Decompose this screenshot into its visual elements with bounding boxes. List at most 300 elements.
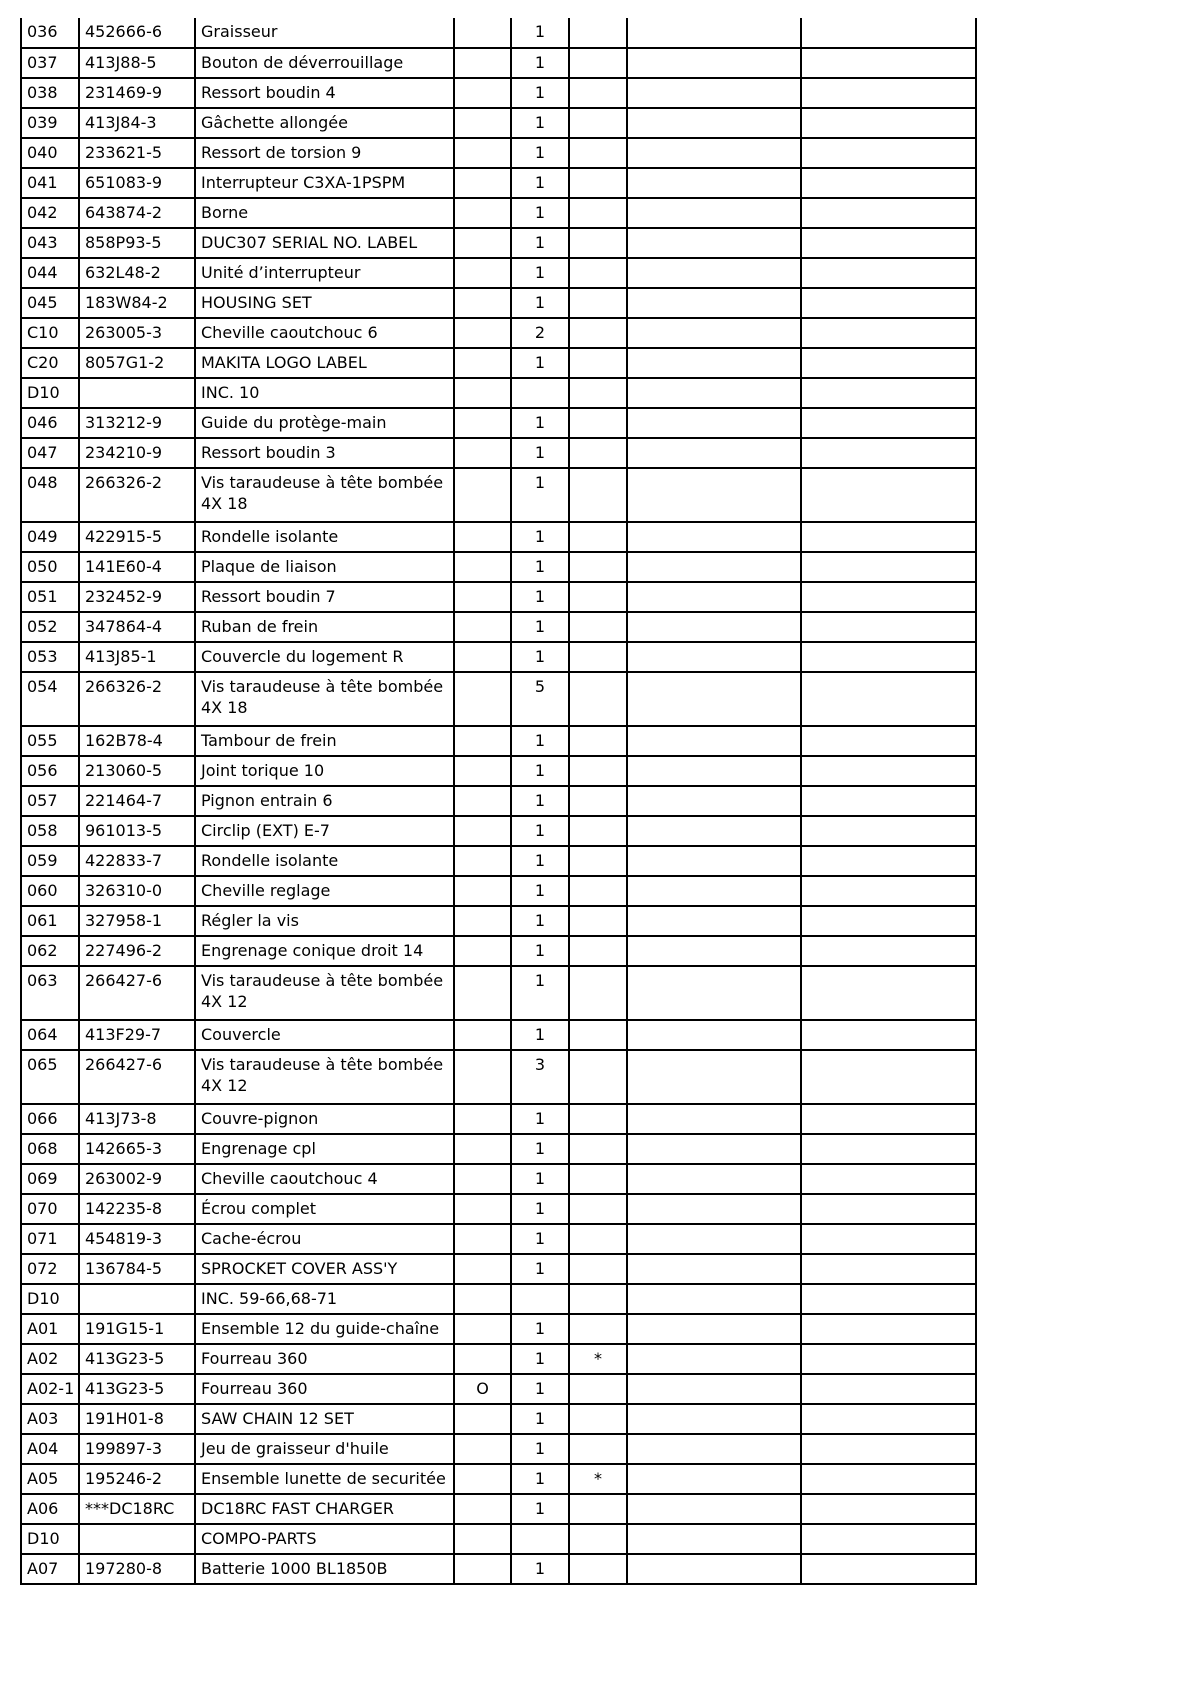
part-number-cell: 413J85-1 <box>79 642 195 672</box>
description-cell: Rondelle isolante <box>195 522 454 552</box>
empty-cell <box>801 1344 976 1374</box>
empty-cell <box>801 1020 976 1050</box>
part-number-cell: 233621-5 <box>79 138 195 168</box>
description-cell: Cheville caoutchouc 6 <box>195 318 454 348</box>
description-cell: Vis taraudeuse à tête bombée 4X 12 <box>195 1050 454 1104</box>
part-number-cell: 142665-3 <box>79 1134 195 1164</box>
empty-cell <box>627 876 801 906</box>
part-number-cell: 142235-8 <box>79 1194 195 1224</box>
mark-cell <box>569 1314 627 1344</box>
item-number-cell: 037 <box>21 48 79 78</box>
quantity-cell: 1 <box>511 966 569 1020</box>
part-number-cell: 347864-4 <box>79 612 195 642</box>
item-number-cell: 068 <box>21 1134 79 1164</box>
mark-cell <box>569 228 627 258</box>
note-cell <box>454 906 511 936</box>
empty-cell <box>801 138 976 168</box>
mark-cell <box>569 1020 627 1050</box>
note-cell <box>454 18 511 48</box>
part-number-cell: 227496-2 <box>79 936 195 966</box>
part-number-cell: 413J84-3 <box>79 108 195 138</box>
empty-cell <box>627 168 801 198</box>
description-cell: Interrupteur C3XA-1PSPM <box>195 168 454 198</box>
note-cell <box>454 522 511 552</box>
quantity-cell: 2 <box>511 318 569 348</box>
empty-cell <box>801 1194 976 1224</box>
empty-cell <box>627 1314 801 1344</box>
item-number-cell: A02 <box>21 1344 79 1374</box>
note-cell <box>454 552 511 582</box>
description-cell: Cheville caoutchouc 4 <box>195 1164 454 1194</box>
parts-list-body <box>21 18 976 1584</box>
description-cell: Plaque de liaison <box>195 552 454 582</box>
empty-cell <box>627 582 801 612</box>
table-row <box>21 168 976 198</box>
item-number-cell: 071 <box>21 1224 79 1254</box>
empty-cell <box>627 1524 801 1554</box>
note-cell <box>454 786 511 816</box>
description-cell: INC. 59-66,68-71 <box>195 1284 454 1314</box>
table-row <box>21 1554 976 1584</box>
mark-cell <box>569 582 627 612</box>
description-cell: Fourreau 360 <box>195 1344 454 1374</box>
description-cell: Écrou complet <box>195 1194 454 1224</box>
table-row <box>21 906 976 936</box>
note-cell <box>454 816 511 846</box>
item-number-cell: 062 <box>21 936 79 966</box>
description-cell: Cheville reglage <box>195 876 454 906</box>
empty-cell <box>627 198 801 228</box>
table-row <box>21 1374 976 1404</box>
note-cell <box>454 318 511 348</box>
empty-cell <box>627 138 801 168</box>
part-number-cell: 413G23-5 <box>79 1374 195 1404</box>
part-number-cell: 232452-9 <box>79 582 195 612</box>
mark-cell <box>569 198 627 228</box>
empty-cell <box>627 378 801 408</box>
empty-cell <box>801 1434 976 1464</box>
note-cell <box>454 1194 511 1224</box>
mark-cell <box>569 936 627 966</box>
description-cell: Cache-écrou <box>195 1224 454 1254</box>
part-number-cell: 413G23-5 <box>79 1344 195 1374</box>
quantity-cell: 1 <box>511 1464 569 1494</box>
empty-cell <box>801 786 976 816</box>
empty-cell <box>801 1104 976 1134</box>
note-cell <box>454 168 511 198</box>
table-row <box>21 1314 976 1344</box>
note-cell <box>454 108 511 138</box>
quantity-cell: 1 <box>511 552 569 582</box>
mark-cell <box>569 756 627 786</box>
empty-cell <box>627 288 801 318</box>
table-row <box>21 198 976 228</box>
empty-cell <box>627 1104 801 1134</box>
empty-cell <box>801 1494 976 1524</box>
table-row <box>21 378 976 408</box>
quantity-cell: 1 <box>511 1344 569 1374</box>
quantity-cell <box>511 1284 569 1314</box>
mark-cell <box>569 522 627 552</box>
quantity-cell: 1 <box>511 1434 569 1464</box>
mark-cell <box>569 468 627 522</box>
description-cell: DC18RC FAST CHARGER <box>195 1494 454 1524</box>
note-cell <box>454 756 511 786</box>
mark-cell <box>569 1224 627 1254</box>
table-row <box>21 48 976 78</box>
mark-cell <box>569 18 627 48</box>
part-number-cell <box>79 1284 195 1314</box>
parts-list-table <box>20 18 977 1585</box>
quantity-cell: 1 <box>511 408 569 438</box>
note-cell <box>454 642 511 672</box>
empty-cell <box>627 1194 801 1224</box>
item-number-cell: 036 <box>21 18 79 48</box>
empty-cell <box>801 552 976 582</box>
empty-cell <box>801 726 976 756</box>
empty-cell <box>627 936 801 966</box>
empty-cell <box>801 1134 976 1164</box>
empty-cell <box>627 612 801 642</box>
mark-cell <box>569 906 627 936</box>
empty-cell <box>801 672 976 726</box>
table-row <box>21 522 976 552</box>
part-number-cell: 8057G1-2 <box>79 348 195 378</box>
part-number-cell: 632L48-2 <box>79 258 195 288</box>
empty-cell <box>801 318 976 348</box>
part-number-cell: 413F29-7 <box>79 1020 195 1050</box>
empty-cell <box>801 1314 976 1344</box>
empty-cell <box>627 816 801 846</box>
mark-cell <box>569 1104 627 1134</box>
empty-cell <box>801 1224 976 1254</box>
description-cell: Ensemble 12 du guide-chaîne <box>195 1314 454 1344</box>
description-cell: Fourreau 360 <box>195 1374 454 1404</box>
empty-cell <box>627 1164 801 1194</box>
description-cell: Graisseur <box>195 18 454 48</box>
part-number-cell: 266326-2 <box>79 672 195 726</box>
part-number-cell: 422915-5 <box>79 522 195 552</box>
part-number-cell: 213060-5 <box>79 756 195 786</box>
table-row <box>21 1194 976 1224</box>
mark-cell <box>569 408 627 438</box>
note-cell <box>454 348 511 378</box>
empty-cell <box>627 522 801 552</box>
item-number-cell: 060 <box>21 876 79 906</box>
description-cell: Couvercle <box>195 1020 454 1050</box>
empty-cell <box>801 228 976 258</box>
part-number-cell: 136784-5 <box>79 1254 195 1284</box>
note-cell <box>454 582 511 612</box>
description-cell: COMPO-PARTS <box>195 1524 454 1554</box>
item-number-cell: 063 <box>21 966 79 1020</box>
table-row <box>21 1434 976 1464</box>
table-row <box>21 1524 976 1554</box>
quantity-cell: 1 <box>511 18 569 48</box>
description-cell: Régler la vis <box>195 906 454 936</box>
empty-cell <box>627 552 801 582</box>
empty-cell <box>627 48 801 78</box>
quantity-cell: 1 <box>511 438 569 468</box>
part-number-cell <box>79 1524 195 1554</box>
description-cell: Borne <box>195 198 454 228</box>
item-number-cell: 042 <box>21 198 79 228</box>
table-row <box>21 1020 976 1050</box>
empty-cell <box>627 408 801 438</box>
item-number-cell: 038 <box>21 78 79 108</box>
item-number-cell: 061 <box>21 906 79 936</box>
empty-cell <box>801 1050 976 1104</box>
description-cell: Rondelle isolante <box>195 846 454 876</box>
empty-cell <box>801 378 976 408</box>
mark-cell <box>569 846 627 876</box>
part-number-cell: 961013-5 <box>79 816 195 846</box>
mark-cell <box>569 78 627 108</box>
item-number-cell: C10 <box>21 318 79 348</box>
empty-cell <box>801 966 976 1020</box>
quantity-cell: 1 <box>511 846 569 876</box>
empty-cell <box>627 846 801 876</box>
table-row <box>21 108 976 138</box>
item-number-cell: 058 <box>21 816 79 846</box>
note-cell <box>454 228 511 258</box>
empty-cell <box>801 48 976 78</box>
quantity-cell: 1 <box>511 1494 569 1524</box>
empty-cell <box>627 1374 801 1404</box>
mark-cell <box>569 816 627 846</box>
note-cell <box>454 612 511 642</box>
empty-cell <box>801 468 976 522</box>
note-cell <box>454 48 511 78</box>
description-cell: SPROCKET COVER ASS'Y <box>195 1254 454 1284</box>
part-number-cell: 191G15-1 <box>79 1314 195 1344</box>
table-row <box>21 876 976 906</box>
item-number-cell: 039 <box>21 108 79 138</box>
description-cell: Engrenage conique droit 14 <box>195 936 454 966</box>
quantity-cell: 1 <box>511 48 569 78</box>
quantity-cell: 1 <box>511 228 569 258</box>
description-cell: Ensemble lunette de securitée <box>195 1464 454 1494</box>
part-number-cell: 651083-9 <box>79 168 195 198</box>
mark-cell <box>569 438 627 468</box>
quantity-cell: 1 <box>511 1404 569 1434</box>
item-number-cell: 051 <box>21 582 79 612</box>
description-cell: Gâchette allongée <box>195 108 454 138</box>
mark-cell <box>569 672 627 726</box>
quantity-cell <box>511 378 569 408</box>
description-cell: Pignon entrain 6 <box>195 786 454 816</box>
mark-cell <box>569 168 627 198</box>
description-cell: Couvre-pignon <box>195 1104 454 1134</box>
table-row <box>21 1464 976 1494</box>
part-number-cell: 197280-8 <box>79 1554 195 1584</box>
quantity-cell: 1 <box>511 756 569 786</box>
note-cell <box>454 1224 511 1254</box>
quantity-cell: 1 <box>511 612 569 642</box>
quantity-cell: 1 <box>511 258 569 288</box>
item-number-cell: 070 <box>21 1194 79 1224</box>
note-cell <box>454 1050 511 1104</box>
note-cell <box>454 1164 511 1194</box>
description-cell: Ressort boudin 3 <box>195 438 454 468</box>
item-number-cell: 059 <box>21 846 79 876</box>
table-row <box>21 846 976 876</box>
mark-cell <box>569 1374 627 1404</box>
item-number-cell: 069 <box>21 1164 79 1194</box>
description-cell: DUC307 SERIAL NO. LABEL <box>195 228 454 258</box>
part-number-cell: 266326-2 <box>79 468 195 522</box>
table-row <box>21 78 976 108</box>
quantity-cell: 1 <box>511 1314 569 1344</box>
table-row <box>21 1494 976 1524</box>
quantity-cell: 1 <box>511 816 569 846</box>
empty-cell <box>627 1134 801 1164</box>
empty-cell <box>627 1464 801 1494</box>
part-number-cell: 413J88-5 <box>79 48 195 78</box>
quantity-cell: 1 <box>511 1164 569 1194</box>
table-row <box>21 1134 976 1164</box>
empty-cell <box>801 936 976 966</box>
quantity-cell: 1 <box>511 1104 569 1134</box>
empty-cell <box>627 108 801 138</box>
empty-cell <box>801 846 976 876</box>
empty-cell <box>627 726 801 756</box>
table-row <box>21 966 976 1020</box>
item-number-cell: 048 <box>21 468 79 522</box>
note-cell <box>454 408 511 438</box>
part-number-cell: 195246-2 <box>79 1464 195 1494</box>
quantity-cell: 1 <box>511 168 569 198</box>
description-cell: Bouton de déverrouillage <box>195 48 454 78</box>
description-cell: Vis taraudeuse à tête bombée 4X 12 <box>195 966 454 1020</box>
empty-cell <box>801 612 976 642</box>
item-number-cell: D10 <box>21 1284 79 1314</box>
quantity-cell: 1 <box>511 906 569 936</box>
part-number-cell: 231469-9 <box>79 78 195 108</box>
note-cell <box>454 258 511 288</box>
table-row <box>21 408 976 438</box>
description-cell: Tambour de frein <box>195 726 454 756</box>
mark-cell <box>569 1554 627 1584</box>
note-cell <box>454 1134 511 1164</box>
note-cell <box>454 672 511 726</box>
item-number-cell: 055 <box>21 726 79 756</box>
table-row <box>21 318 976 348</box>
table-row <box>21 1284 976 1314</box>
part-number-cell: ***DC18RC <box>79 1494 195 1524</box>
mark-cell <box>569 1050 627 1104</box>
item-number-cell: 065 <box>21 1050 79 1104</box>
empty-cell <box>801 18 976 48</box>
empty-cell <box>801 408 976 438</box>
part-number-cell: 413J73-8 <box>79 1104 195 1134</box>
quantity-cell <box>511 1524 569 1554</box>
item-number-cell: 047 <box>21 438 79 468</box>
empty-cell <box>627 1344 801 1374</box>
empty-cell <box>801 78 976 108</box>
description-cell: Ressort boudin 7 <box>195 582 454 612</box>
item-number-cell: 052 <box>21 612 79 642</box>
table-row <box>21 582 976 612</box>
empty-cell <box>627 1050 801 1104</box>
table-row <box>21 726 976 756</box>
quantity-cell: 1 <box>511 1374 569 1404</box>
item-number-cell: 050 <box>21 552 79 582</box>
item-number-cell: 064 <box>21 1020 79 1050</box>
mark-cell <box>569 642 627 672</box>
item-number-cell: 041 <box>21 168 79 198</box>
empty-cell <box>627 966 801 1020</box>
quantity-cell: 1 <box>511 1134 569 1164</box>
empty-cell <box>627 1224 801 1254</box>
mark-cell <box>569 1194 627 1224</box>
empty-cell <box>627 1434 801 1464</box>
table-row <box>21 786 976 816</box>
empty-cell <box>627 468 801 522</box>
table-row <box>21 1164 976 1194</box>
mark-cell <box>569 1164 627 1194</box>
empty-cell <box>801 288 976 318</box>
note-cell <box>454 1494 511 1524</box>
description-cell: MAKITA LOGO LABEL <box>195 348 454 378</box>
note-cell <box>454 1554 511 1584</box>
item-number-cell: 072 <box>21 1254 79 1284</box>
note-cell <box>454 1434 511 1464</box>
quantity-cell: 1 <box>511 522 569 552</box>
note-cell <box>454 1344 511 1374</box>
empty-cell <box>801 1164 976 1194</box>
part-number-cell: 422833-7 <box>79 846 195 876</box>
part-number-cell: 643874-2 <box>79 198 195 228</box>
empty-cell <box>627 1284 801 1314</box>
quantity-cell: 1 <box>511 468 569 522</box>
mark-cell <box>569 318 627 348</box>
part-number-cell <box>79 378 195 408</box>
table-row <box>21 612 976 642</box>
note-cell <box>454 1284 511 1314</box>
table-row <box>21 936 976 966</box>
item-number-cell: 057 <box>21 786 79 816</box>
description-cell: Batterie 1000 BL1850B <box>195 1554 454 1584</box>
mark-cell <box>569 138 627 168</box>
description-cell: Unité d’interrupteur <box>195 258 454 288</box>
table-row <box>21 468 976 522</box>
table-row <box>21 642 976 672</box>
empty-cell <box>627 438 801 468</box>
part-number-cell: 263005-3 <box>79 318 195 348</box>
table-row <box>21 438 976 468</box>
table-row <box>21 138 976 168</box>
empty-cell <box>801 522 976 552</box>
mark-cell <box>569 612 627 642</box>
item-number-cell: C20 <box>21 348 79 378</box>
part-number-cell: 199897-3 <box>79 1434 195 1464</box>
table-row <box>21 228 976 258</box>
empty-cell <box>627 18 801 48</box>
quantity-cell: 1 <box>511 582 569 612</box>
empty-cell <box>627 1254 801 1284</box>
part-number-cell: 191H01-8 <box>79 1404 195 1434</box>
empty-cell <box>801 906 976 936</box>
item-number-cell: 053 <box>21 642 79 672</box>
quantity-cell: 1 <box>511 108 569 138</box>
quantity-cell: 1 <box>511 78 569 108</box>
note-cell <box>454 846 511 876</box>
empty-cell <box>801 108 976 138</box>
item-number-cell: 054 <box>21 672 79 726</box>
table-row <box>21 672 976 726</box>
description-cell: HOUSING SET <box>195 288 454 318</box>
